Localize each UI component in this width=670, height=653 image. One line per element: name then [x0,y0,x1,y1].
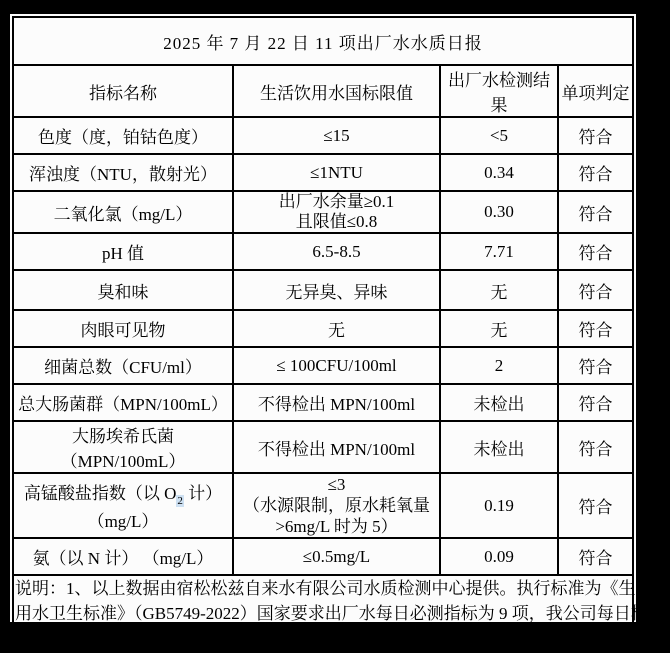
water-quality-table [12,16,670,653]
judgment: 符合 [558,270,633,310]
table-row [13,473,633,538]
judgment: 符合 [558,538,633,575]
indicator-name: 臭和味 [13,270,233,310]
standard-limit: ≤ 100CFU/100ml [233,347,440,384]
test-result: 无 [440,270,558,310]
judgment: 符合 [558,421,633,473]
report-page [10,14,670,648]
test-result: 0.34 [440,154,558,191]
standard-limit: ≤0.5mg/L [233,538,440,575]
indicator-name: 色度（度，铂钴色度） [13,117,233,154]
judgment: 符合 [558,191,633,233]
table-row [13,421,633,473]
standard-limit: ≤15 [233,117,440,154]
indicator-name: pH 值 [13,233,233,270]
judgment: 符合 [558,473,633,538]
column-header-indicator: 指标名称 [13,65,233,117]
standard-limit: ≤1NTU [233,154,440,191]
test-result: 2 [440,347,558,384]
test-result: 0.09 [440,538,558,575]
note-line-3: 11 项。2、我公司实行在线、班组、中心化验室三级水质检测制度。 [70,629,576,648]
table-row [13,154,633,191]
standard-limit: 6.5-8.5 [233,233,440,270]
title-row [13,17,633,65]
page-title: 2025 年 7 月 22 日 11 项出厂水水质日报 [13,17,633,65]
table-row [13,270,633,310]
limit-line: （水源限制，原水耗氧量 [243,496,430,515]
limit-line: ≤3 [327,475,346,494]
table-row [13,384,633,421]
column-header-result: 出厂水检测结果 [440,65,558,117]
indicator-name: 二氧化氯（mg/L） [13,191,233,233]
judgment: 符合 [558,233,633,270]
table-row [13,310,633,347]
table-row [13,191,633,233]
note-line-1: 说明：1、以上数据由宿松松兹自来水有限公司水质检测中心提供。执行标准为《生活饮 [15,579,670,598]
standard-limit: 不得检出 MPN/100ml [233,421,440,473]
test-result: 无 [440,310,558,347]
test-result: 0.19 [440,473,558,538]
oxygen-subscript: 2 [177,494,183,507]
test-result: 未检出 [440,384,558,421]
table-row [13,233,633,270]
indicator-name: 氨（以 N 计） （mg/L） [13,538,233,575]
header-row [13,65,633,117]
explanation-note [13,575,670,652]
indicator-name-text: 计）（mg/L） [87,484,223,531]
limit-line: >6mg/L 时为 5） [275,517,398,536]
table-row [13,117,633,154]
column-header-judgment: 单项判定 [558,65,633,117]
standard-limit [233,473,440,538]
indicator-name: 总大肠菌群（MPN/100mL） [13,384,233,421]
indicator-name: 肉眼可见物 [13,310,233,347]
note-row [13,575,633,652]
judgment: 符合 [558,117,633,154]
test-result: 0.30 [440,191,558,233]
judgment: 符合 [558,384,633,421]
limit-line: 出厂水余量≥0.1 [278,192,395,211]
note-line-2: 用水卫生标准》（GB5749-2022）国家要求出厂水每日必测指标为 9 项，我公司每日检测 [15,604,665,623]
judgment: 符合 [558,310,633,347]
test-result: 7.71 [440,233,558,270]
indicator-name: 大肠埃希氏菌（MPN/100mL） [13,421,233,473]
test-result: 未检出 [440,421,558,473]
limit-line: 且限值≤0.8 [295,212,378,231]
judgment: 符合 [558,347,633,384]
standard-limit [233,191,440,233]
indicator-name [13,473,233,538]
table-row [13,538,633,575]
column-header-limit: 生活饮用水国标限值 [233,65,440,117]
indicator-name: 浑浊度（NTU，散射光） [13,154,233,191]
standard-limit: 不得检出 MPN/100ml [233,384,440,421]
standard-limit: 无异臭、异味 [233,270,440,310]
test-result: <5 [440,117,558,154]
judgment: 符合 [558,154,633,191]
indicator-name-text: 高锰酸盐指数（以 O [23,484,177,504]
standard-limit: 无 [233,310,440,347]
table-row [13,347,633,384]
indicator-name: 细菌总数（CFU/ml） [13,347,233,384]
